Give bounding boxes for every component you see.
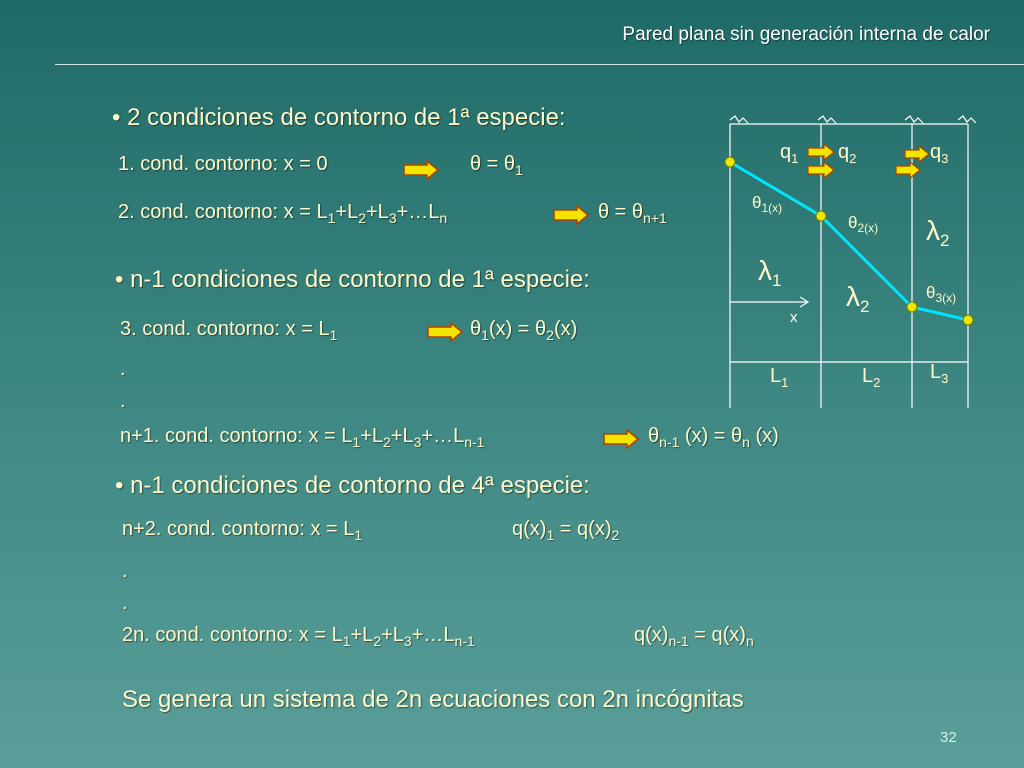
break-mark — [905, 116, 923, 123]
condn2-right: $q(x)_1 = q(x)_2$ — [512, 518, 620, 543]
title-divider — [55, 64, 1024, 65]
arrow-right-icon — [603, 429, 639, 449]
heat-flow-arrow-icon — [905, 146, 929, 162]
profile-node — [907, 302, 917, 312]
break-mark — [818, 116, 836, 123]
section1-heading: • 2 condiciones de contorno de 1ª especie: — [112, 104, 566, 131]
q1-label: $q_1$ — [780, 141, 799, 166]
theta3-label: $\theta_{3(x)}$ — [926, 283, 957, 305]
lambda3-label: $\lambda_2$ — [926, 215, 950, 250]
arrow-right-icon — [403, 160, 439, 180]
L1-label: $L_1$ — [770, 365, 789, 390]
ellipsis-dot: . — [122, 560, 128, 582]
cond2n-line: 2n. cond. contorno: $x = L_1+L_2+L_3+\dots L_{n-1}$ — [122, 624, 475, 649]
profile-node — [963, 315, 973, 325]
theta2-label: $\theta_{2(x)}$ — [848, 213, 879, 235]
condn1-line: n+1. cond. contorno: $x = L_1+L_2+L_3+\dots L_{n-1}$ — [120, 425, 485, 450]
condn2-line: n+2. cond. contorno: $x = L_1$ — [122, 518, 363, 543]
cond1-line — [118, 153, 328, 176]
L3-label: $L_3$ — [930, 361, 949, 386]
cond2n-right: $q(x)_{n-1} = q(x)_n$ — [634, 624, 754, 649]
cond3-right: $\theta_1(x) = \theta_2(x)$ — [470, 318, 578, 343]
cond1-right: $\theta = \theta_1$ — [470, 153, 523, 178]
cond2-line: 2. cond. contorno: $x = L_1+L_2+L_3+\dots L_n$ — [118, 201, 448, 226]
cond3-line: 3. cond. contorno: $x = L_1$ — [120, 318, 338, 343]
slide-title: Pared plana sin generación interna de calor — [622, 24, 990, 45]
q2-label: $q_2$ — [838, 141, 857, 166]
heat-flow-arrow-icon — [896, 162, 920, 178]
page-number: 32 — [940, 729, 957, 746]
arrow-right-icon — [553, 205, 589, 225]
cond1-left: 1. cond. contorno: x = 0 — [118, 153, 328, 175]
x-axis — [730, 297, 808, 307]
conclusion-text: Se genera un sistema de 2n ecuaciones con 2n incógnitas — [122, 686, 744, 713]
section3-heading: • n-1 condiciones de contorno de 4ª especie: — [115, 472, 590, 499]
lambda1-label: $\lambda_1$ — [758, 255, 782, 290]
arrow-right-icon — [427, 322, 463, 342]
q3-label: $q_3$ — [930, 141, 949, 166]
break-mark — [730, 116, 748, 123]
lambda2-label: $\lambda_2$ — [846, 281, 870, 316]
cond2-right: $\theta = \theta_{n+1}$ — [598, 201, 667, 226]
ellipsis-dot: . — [120, 358, 126, 380]
ellipsis-dot: . — [122, 592, 128, 614]
ellipsis-dot: . — [120, 390, 126, 412]
section2-heading: • n-1 condiciones de contorno de 1ª especie: — [115, 266, 590, 293]
profile-node — [816, 211, 826, 221]
wall-diagram — [700, 110, 990, 410]
break-mark — [958, 116, 976, 123]
x-axis-label: x — [790, 309, 798, 326]
condn1-right: $\theta_{n-1}$ $(x) = \theta_n$ (x) — [648, 425, 779, 450]
profile-node — [725, 157, 735, 167]
L2-label: $L_2$ — [862, 365, 881, 390]
theta1-label: $\theta_{1(x)}$ — [752, 193, 783, 215]
